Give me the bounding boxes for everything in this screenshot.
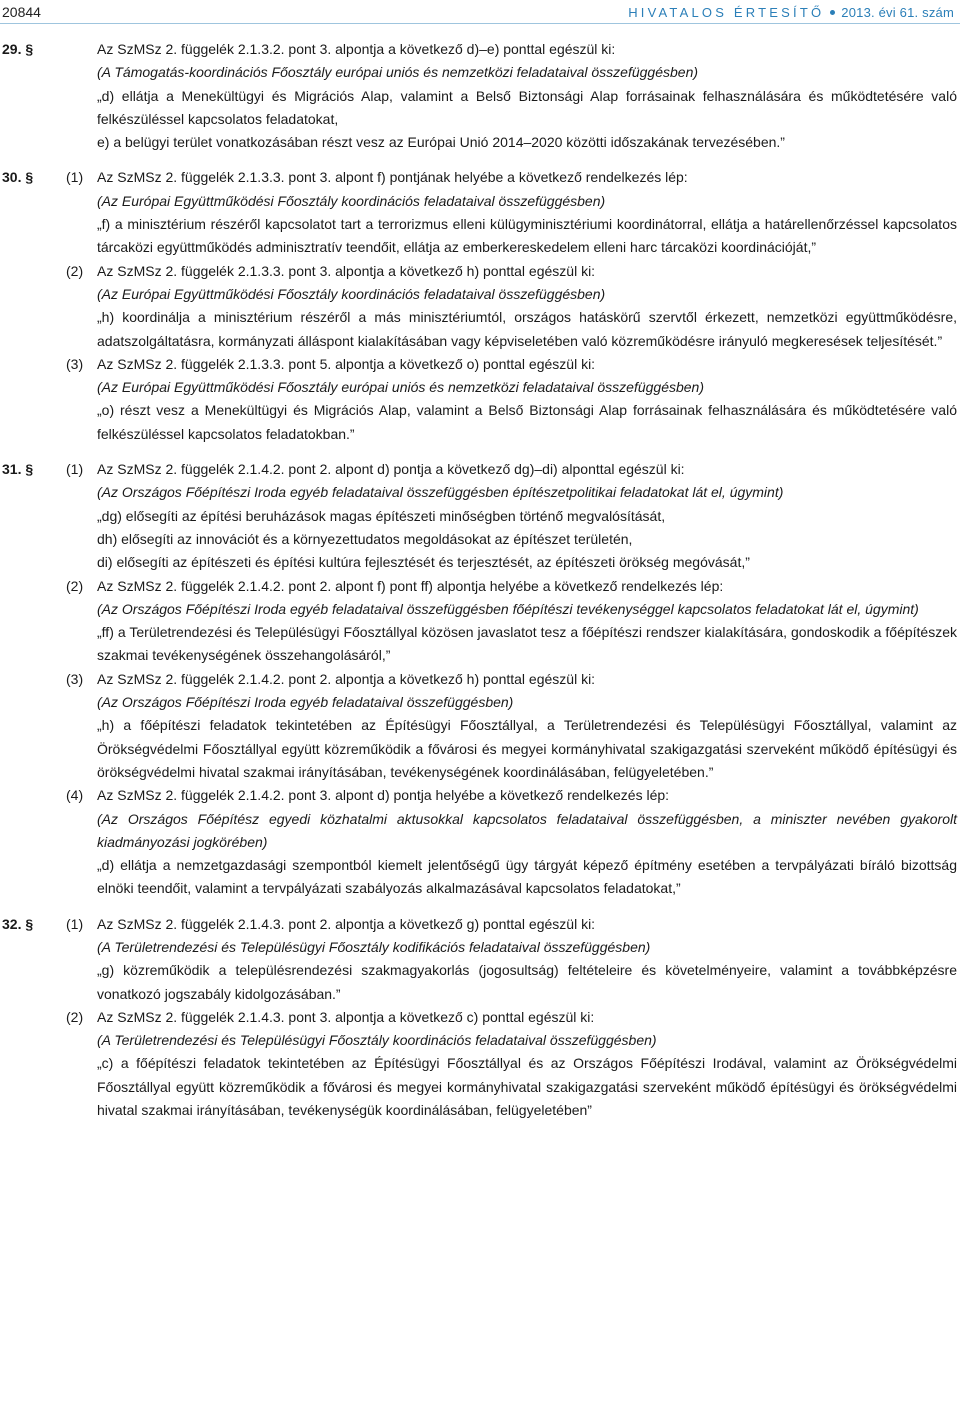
- subsection-number: (4): [66, 787, 84, 804]
- provision-text: di) elősegíti az építészeti és építési kultúra fejlesztését és terjesztését, az építészeti örökség megóvását,”: [97, 554, 750, 571]
- subsection: [0, 784, 960, 900]
- provision-text: „c) a főépítészi feladatok tekintetében az Építésügyi Főosztállyal és az Országos Főépítészi Irodával, valamint az Örökségvédelmi Főosztállyal együtt közreműködik a fővárosi és megyei kormányhivatal szakigazgatási szerveként működő építésügyi és örökségvédelmi hivatal szakmai irányításában, tevékenységük koordinálásában, felügyeletében”: [97, 1055, 957, 1119]
- subsection: [0, 458, 960, 574]
- header-rule: [0, 23, 960, 24]
- provision-text: „h) koordinálja a minisztérium részéről a más minisztériumtól, országos hatáskörű szervtől érkezett, nemzetközi együttműködésre, adatszolgáltatásra, kormányzati álláspont kialakításában vagy képviseletében való közreműködésre irányuló megkeresések teljesítését.”: [97, 309, 957, 349]
- section-number: 32. §: [2, 915, 34, 932]
- section-32: [0, 913, 960, 1123]
- provision-text: „dg) elősegíti az építési beruházások magas építészeti minőségben történő megvalósítását,: [97, 507, 666, 524]
- journal-issue: 2013. évi 61. szám: [841, 5, 954, 20]
- provision-text: „ff) a Területrendezési és Településügyi Főosztállyal közösen javaslatot tesz a főépítészi rendszer kialakítására, gondoskodik a főépítészek szakmai tevékenységének összehangolásáról,”: [97, 624, 957, 664]
- amendment-intro: Az SzMSz 2. függelék 2.1.4.2. pont 2. alpont d) pontja a következő dg)–di) alponttal egészül ki:: [97, 461, 685, 478]
- amendment-intro: Az SzMSz 2. függelék 2.1.3.3. pont 3. alpontja a következő h) ponttal egészül ki:: [97, 262, 596, 279]
- amendment-intro: Az SzMSz 2. függelék 2.1.4.2. pont 2. alpont f) pont ff) alpontja helyébe a következő rendelkezés lép:: [97, 577, 724, 594]
- journal-header: [628, 1, 954, 24]
- subsection: [0, 1006, 960, 1122]
- section-number: 31. §: [2, 461, 34, 478]
- context-clause: (Az Országos Főépítészi Iroda egyéb feladataival összefüggésben építészetpolitikai feladatokat lát el, úgymint): [97, 484, 784, 501]
- provision-text: „h) a főépítészi feladatok tekintetében az Építésügyi Főosztállyal, a Területrendezési és Településügyi Főosztállyal, valamint az Örökségvédelmi Főosztállyal együtt közreműködik a fővárosi és megyei kormányhivatal szakigazgatási szerveként működő építésügyi és örökségvédelmi hivatal szakmai irányításában, tevékenységének koordinálásában, felügyeletében.”: [97, 717, 957, 780]
- context-clause: (A Támogatás-koordinációs Főosztály európai uniós és nemzetközi feladataival összefüggésben): [97, 64, 699, 81]
- provision-text: e) a belügyi terület vonatkozásában részt vesz az Európai Unió 2014–2020 közötti időszakának tervezésében.”: [97, 134, 785, 151]
- subsection-number: (1): [66, 915, 84, 932]
- context-clause: (A Területrendezési és Településügyi Főosztály koordinációs feladataival összefüggésben): [97, 1032, 657, 1049]
- context-clause: (Az Országos Főépítész egyedi közhatalmi aktusokkal kapcsolatos feladataival összefüggésben, a miniszter nevében gyakorolt kiadmányozási jogkörében): [97, 810, 957, 850]
- subsection: [0, 260, 960, 353]
- subsection-number: (2): [66, 262, 84, 279]
- amendment-intro: Az SzMSz 2. függelék 2.1.4.2. pont 2. alpontja a következő h) ponttal egészül ki:: [97, 670, 596, 687]
- section-29: [0, 38, 960, 154]
- page-header: [0, 0, 960, 26]
- document-body: [0, 38, 960, 1122]
- section-number: 29. §: [2, 41, 34, 57]
- amendment-intro: Az SzMSz 2. függelék 2.1.3.3. pont 3. alpont f) pontjának helyébe a következő rendelkezés lép:: [97, 169, 688, 186]
- amendment-intro: Az SzMSz 2. függelék 2.1.3.3. pont 5. alpontja a következő o) ponttal egészül ki:: [97, 355, 596, 372]
- amendment-intro: Az SzMSz 2. függelék 2.1.4.3. pont 3. alpontja a következő c) ponttal egészül ki:: [97, 1008, 595, 1025]
- context-clause: (Az Európai Együttműködési Főosztály európai uniós és nemzetközi feladataival összefüggésben): [97, 379, 704, 396]
- amendment-intro: Az SzMSz 2. függelék 2.1.4.3. pont 2. alpontja a következő g) ponttal egészül ki:: [97, 915, 596, 932]
- amendment-intro: Az SzMSz 2. függelék 2.1.3.2. pont 3. alpontja a következő d)–e) ponttal egészül ki:: [97, 41, 616, 57]
- subsection-number: (2): [66, 1008, 84, 1025]
- provision-text: „d) ellátja a Menekültügyi és Migrációs Alap, valamint a Belső Biztonsági Alap forrásainak felhasználására és működtetésére való felkészüléssel kapcsolatos feladatokat,: [97, 87, 957, 127]
- page-number: 20844: [2, 4, 41, 20]
- provision-text: „d) ellátja a nemzetgazdasági szempontból kiemelt jelentőségű ügy tárgyát képező építmény esetében a tervpályázati bíráló bizottság elnöki teendőit, valamint a tervpályázati szabályozás alkalmazásával kapcsolatos feladatokat,”: [97, 857, 957, 897]
- provision-text: „g) közreműködik a településrendezési szakmagyakorlás (jogosultság) feltételeire és követelményeire, valamint a továbbképzésre vonatkozó jogszabály kidolgozásában.”: [97, 962, 957, 1002]
- subsection: [0, 166, 960, 259]
- context-clause: (Az Országos Főépítészi Iroda egyéb feladataival összefüggésben): [97, 694, 514, 711]
- context-clause: (Az Európai Együttműködési Főosztály koordinációs feladataival összefüggésben): [97, 285, 606, 302]
- subsection: [0, 913, 960, 1006]
- subsection: [0, 668, 960, 784]
- subsection: [0, 353, 960, 446]
- subsection: [0, 575, 960, 668]
- section-31: [0, 458, 960, 901]
- amendment-intro: Az SzMSz 2. függelék 2.1.4.2. pont 3. alpont d) pontja helyébe a következő rendelkezés lép:: [97, 787, 670, 804]
- provision-text: „o) részt vesz a Menekültügyi és Migrációs Alap, valamint a Belső Biztonsági Alap forrásainak felhasználására és működtetésére való felkészüléssel kapcsolatos feladatokban.”: [97, 402, 957, 442]
- subsection-number: (3): [66, 355, 84, 372]
- subsection-number: (2): [66, 577, 84, 594]
- section-30: [0, 166, 960, 446]
- provision-text: dh) elősegíti az innovációt és a környezettudatos megoldásokat az építészet területén,: [97, 530, 633, 547]
- section-number: 30. §: [2, 169, 34, 186]
- subsection-number: (3): [66, 670, 84, 687]
- provision-text: „f) a minisztérium részéről kapcsolatot tart a terrorizmus elleni külügyminisztériumi koordinátorral, ellátja a határellenőrzéssel kapcsolatos tárcaközi együttműködés adminisztratív teendőit, ellátja az emberkereskedelem elleni harc tárcaközi koordinációját,”: [97, 216, 957, 256]
- context-clause: (Az Európai Együttműködési Főosztály koordinációs feladataival összefüggésben): [97, 192, 606, 209]
- subsection-number: (1): [66, 169, 84, 186]
- context-clause: (A Területrendezési és Településügyi Főosztály kodifikációs feladataival összefüggésben): [97, 938, 651, 955]
- subsection-number: (1): [66, 461, 84, 478]
- bullet-dot-icon: [830, 10, 835, 15]
- context-clause: (Az Országos Főépítészi Iroda egyéb feladataival összefüggésben főépítészi tevékenységgel kapcsolatos feladatokat lát el, úgymint): [97, 600, 919, 617]
- journal-title: HIVATALOS ÉRTESÍTŐ: [628, 5, 825, 20]
